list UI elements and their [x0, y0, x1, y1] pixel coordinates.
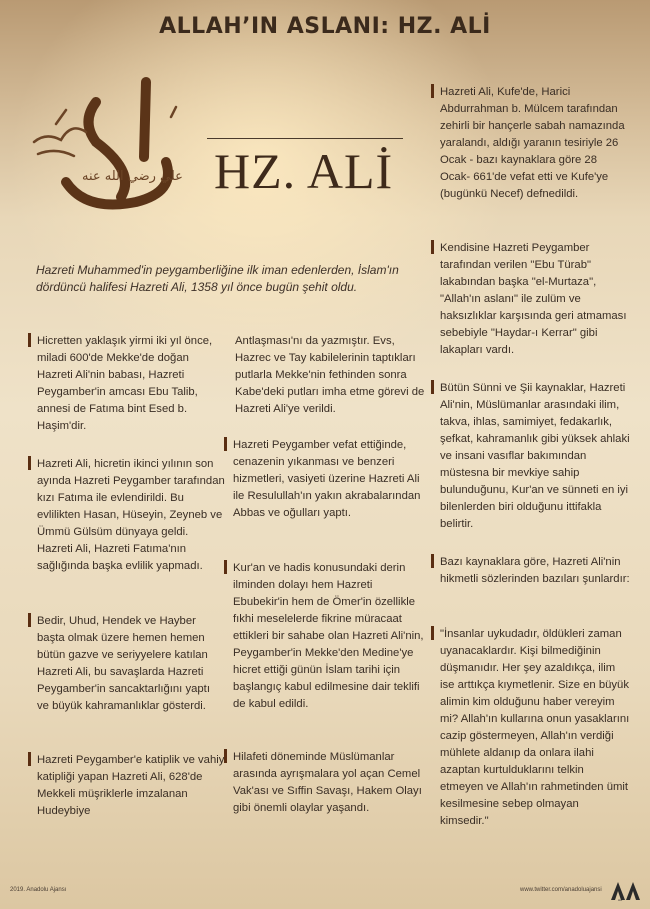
- right-paragraph-4: Bazı kaynaklara göre, Hazreti Ali'nin hikmetli sözlerinden bazıları şunlardır:: [431, 554, 630, 588]
- left-paragraph-1: Hicretten yaklaşık yirmi iki yıl önce, miladi 600'de Mekke'de doğan Hazreti Ali'nin babası, Hazreti Peygamber'in amcası Ebu Talib, annesi de Fatıma bint Esed b. Haşim'dir.: [28, 333, 225, 435]
- middle-paragraph-1: Antlaşması'nı da yazmıştır. Evs, Hazrec ve Tay kabilelerinin taptıkları putlarla Mekke'nin fethinden sonra Kabe'deki putları imha etme görevi de Hazreti Ali'ye verildi.: [235, 335, 425, 415]
- right-paragraph-2: Kendisine Hazreti Peygamber tarafından verilen "Ebu Türab" lakabından başka "el-Murtaza", "Allah'ın aslanı" ile zulüm ve haksızlıklar karşısında geri atmaması sebebiyle "Haydar-ı Kerrar" gibi lakapları vardı.: [431, 240, 630, 359]
- footer-url[interactable]: www.twitter.com/anadoluajansi: [520, 887, 602, 893]
- title-divider: [207, 138, 403, 139]
- aa-logo-icon: [609, 880, 643, 902]
- left-paragraph-2: Hazreti Ali, hicretin ikinci yılının son ayında Hazreti Peygamber tarafından kızı Fatıma ile evlendirildi. Bu evlilikten Hasan, Hüseyin, Zeyneb ve Ümmü Gülsüm dünyaya geldi. Hazreti Ali, Hazreti Fatıma'nın sağlığında başka evlilik yapmadı.: [28, 456, 225, 575]
- calligraphy-text: علي رضي الله عنه: [82, 169, 183, 184]
- middle-paragraph-3: Kur'an ve hadis konusundaki derin ilminden dolayı hem Hazreti Ebubekir'in hem de Ömer'in özellikle fıkhi meselelerde fikrine müracaat ettikleri bir sahabe olan Hazreti Ali'nin, Peygamber'in Mekke'den Medine'ye hicret ettiği günün İslam tarihi için başlangıç kabul edilmesine dair teklifi de kabul edildi.: [224, 560, 425, 713]
- left-paragraph-4: Hazreti Peygamber'e katiplik ve vahiy katipliği yapan Hazreti Ali, 628'de Mekkeli müşriklerle imzalanan Hudeybiye: [28, 752, 225, 820]
- calligraphy-emblem: [26, 62, 196, 222]
- right-paragraph-3: Bütün Sünni ve Şii kaynaklar, Hazreti Ali'nin, Müslümanlar arasındaki ilim, takva, ihlas, samimiyet, fedakarlık, şefkat, kahramanlık gibi yüksek ahlaki ve insani vasıflar bakımından müstesna bir mevkiye sahip bulunduğunu, Kur'an ve sünneti en iyi bilenlerden biri olduğunu ittifakla belirtir.: [431, 380, 630, 533]
- middle-paragraph-2: Hazreti Peygamber vefat ettiğinde, cenazenin yıkanması ve benzeri hizmetleri, vasiyeti üzerine Hazreti Ali ile Resulullah'ın yakın akrabalarından Abbas ve oğulları yaptı.: [224, 437, 425, 522]
- intro-text: Hazreti Muhammed'in peygamberliğine ilk iman edenlerden, İslam'ın dördüncü halifesi Hazreti Ali, 1358 yıl önce bugün şehit oldu.: [36, 263, 399, 294]
- footer-credit: 2019. Anadolu Ajansı: [10, 887, 67, 893]
- aa-logo-text: AA: [618, 898, 623, 902]
- middle-paragraph-4: Hilafeti döneminde Müslümanlar arasında ayrışmalara yol açan Cemel Vak'ası ve Sıffin Savaşı, Hakem Olayı gibi önemli olaylar yaşandı.: [224, 749, 425, 817]
- left-paragraph-3: Bedir, Uhud, Hendek ve Hayber başta olmak üzere hemen hemen bütün gazve ve seriyyelere katılan Hazreti Ali, bu savaşlarda Hazreti Peygamber'in sancaktarlığını yaptı ve büyük kahramanlıklar gösterdi.: [28, 613, 225, 715]
- quote-paragraph: "İnsanlar uykudadır, öldükleri zaman uyanacaklardır. Kişi bilmediğinin düşmanıdır. Her şey azaldıkça, ilim ise arttıkça kıymetlenir. Size en büyük alimin kim olduğunu haber vereyim mi? Allah'ın kullarına onun yasaklarını cazip göstermeyen, Allah'ın verdiği mühlete aldanıp da onlara ilahi azaptan kurtulduklarını telkin etmeyen ve Allah'ın rahmetinden ümit kesilmesine sebep olmayan kimsedir.": [431, 626, 630, 830]
- hero-name: HZ. ALİ: [214, 143, 394, 199]
- page-title: ALLAH’IN ASLANI: HZ. ALİ: [159, 14, 491, 39]
- right-paragraph-1: Hazreti Ali, Kufe'de, Harici Abdurrahman b. Mülcem tarafından zehirli bir hançerle sabah namazında yaralandı, aldığı yaranın tesiriyle 26 Ocak - bazı kaynaklara göre 28 Ocak- 661'de vefat etti ve Kufe'ye (bugünkü Necef) defnedildi.: [431, 84, 630, 203]
